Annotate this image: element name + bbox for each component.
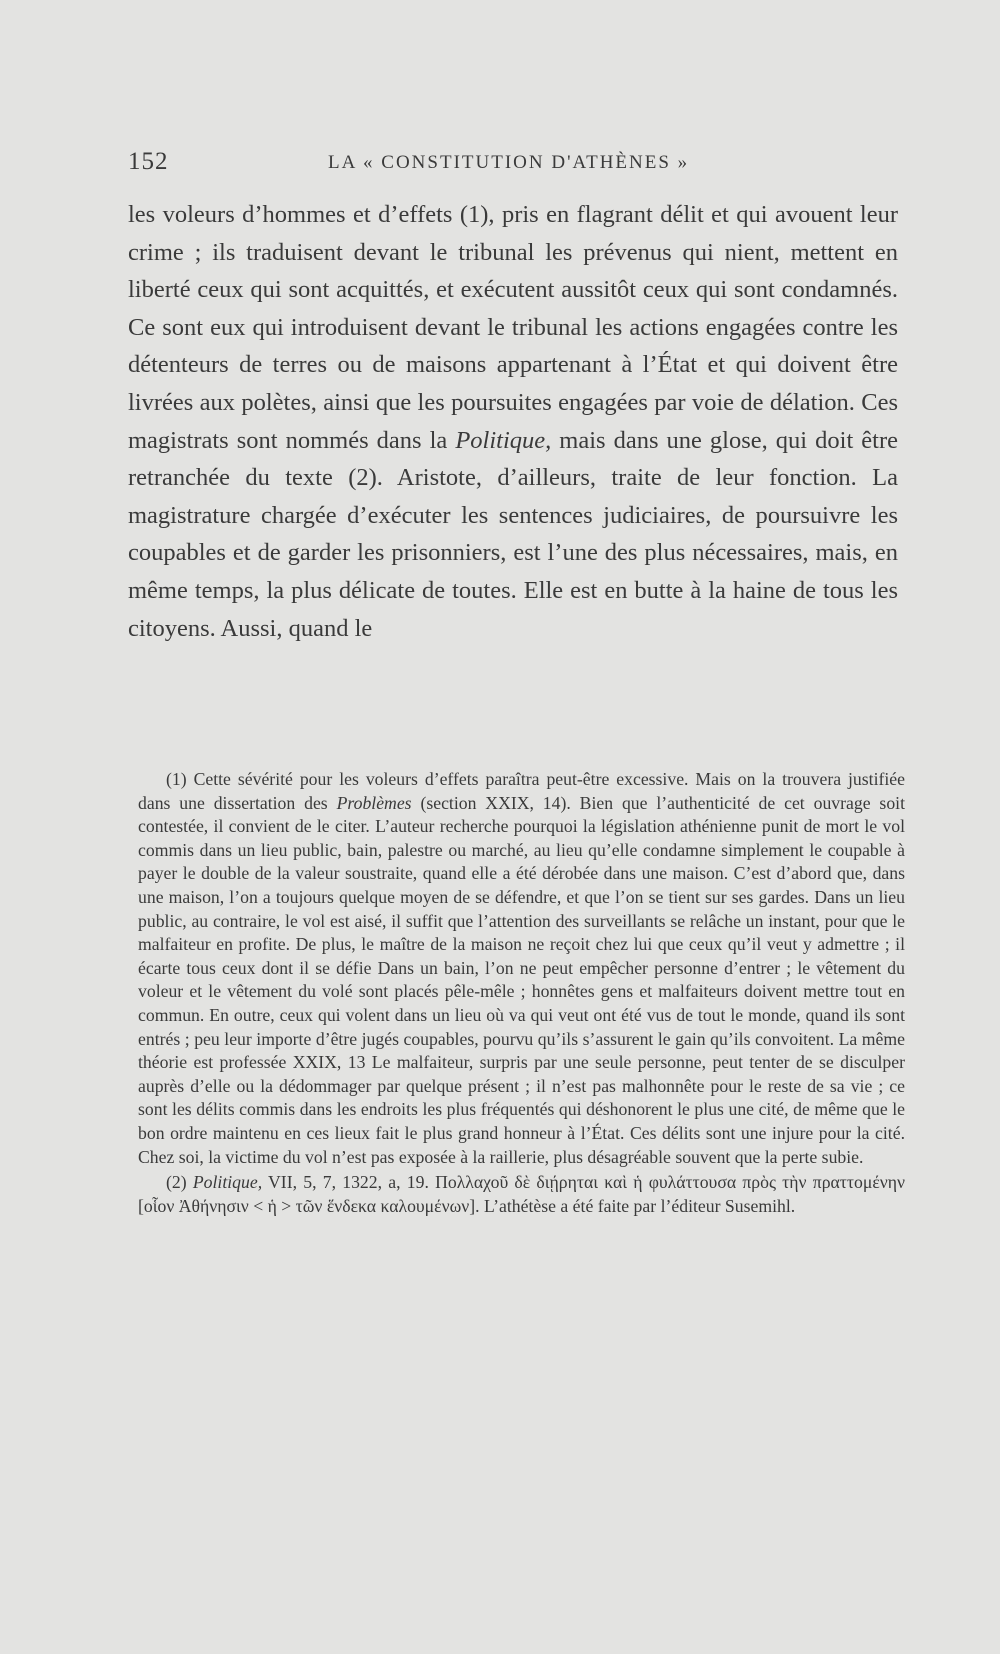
footnote-1 [138,768,905,1169]
main-text [128,196,898,647]
body-paragraph [128,196,898,647]
running-title: LA « CONSTITUTION D'ATHÈNES » [328,152,690,173]
footnote-2 [138,1171,905,1218]
footnote-text: (2) [166,1172,193,1193]
italic-title: Politique, [455,426,552,454]
footnote-text: VII, 5, 7, 1322, a, 19. Πολλαχοῦ δὲ διῄρηται καὶ ἡ φυλάττουσα πρὸς τὴν πραττομένην [οἷον Ἀθήνησιν < ἡ > τῶν ἕνδεκα καλουμένων]. L’athétèse a été faite par l’éditeur Susemihl. [138,1172,906,1216]
footnotes [138,768,905,1218]
italic-title: Problèmes [336,792,412,813]
body-text-segment: les voleurs d’hommes et d’effets (1), pris en flagrant délit et qui avouent leur crime ; ils traduisent devant le tribunal les prévenus qui nient, mettent en liberté ceux qui sont acquittés, et exécutent aussitôt ceux qui sont condamnés. Ce sont eux qui introduisent devant le tribunal les actions engagées contre les détenteurs de terres ou de maisons appartenant à l’État et qui doivent être livrées aux polètes, ainsi que les poursuites engagées par voie de délation. Ces magistrats sont nommés dans la [128,201,898,454]
footnote-text: (section XXIX, 14). Bien que l’authenticité de cet ouvrage soit contestée, il convient de le citer. L’auteur recherche pourquoi la législation athénienne punit de mort le vol commis dans un lieu public, bain, palestre ou marché, au lieu qu’elle condamne simplement le coupable à payer le double de la valeur soustraite, quand elle a été dérobée dans une maison. C’est d’abord que, dans une maison, l’on a toujours quelque moyen de se défendre, et que l’on se tient sur ses gardes. Dans un lieu public, au contraire, le vol est aisé, il suffit que l’attention des surveillants se relâche un instant, pour que le malfaiteur en profite. De plus, le maître de la maison ne reçoit chez lui que ceux qu’il veut y admettre ; il écarte tous ceux dont il se défie Dans un bain, l’on ne peut empêcher personne d’entrer ; le vêtement du voleur et le vêtement du volé sont placés pêle-mêle ; honnêtes gens et malfaiteurs doivent mettre tout en commun. En outre, ceux qui volent dans un lieu où va qui veut ont été vus de tout le monde, quand ils sont entrés ; peu leur importe d’être jugés coupables, pourvu qu’ils s’assurent le gain qu’ils convoitent. La même théorie est professée XXIX, 13 Le malfaiteur, surpris par une seule personne, peut tenter de se disculper auprès d’elle ou la dédommager par quelque présent ; il n’est pas malhonnête pour le reste de sa vie ; ce sont les délits commis dans les endroits les plus fréquentés qui déshonorent le plus une cité, de même que le bon ordre maintenu en ces lieux fait le plus grand honneur à l’État. Ces délits sont une injure pour la cité. Chez soi, la victime du vol n’est pas exposée à la raillerie, plus désagréable souvent que la perte subie. [138,792,905,1167]
running-head [128,148,908,178]
footnote-text: (1) Cette sévérité pour les voleurs d’effets paraîtra peut-être excessive. Mais on la trouvera justifiée dans une dissertation des [138,769,905,813]
italic-title: Politique, [192,1172,263,1193]
body-text-segment: mais dans une glose, qui doit être retranchée du texte (2). Aristote, d’ailleurs, traite de leur fonction. La magistrature chargée d’exécuter les sentences judiciaires, de poursuivre les coupables et de garder les prisonniers, est l’une des plus nécessaires, mais, en même temps, la plus délicate de toutes. Elle est en butte à la haine de tous les citoyens. Aussi, quand le [128,426,898,642]
page-number: 152 [128,148,169,175]
